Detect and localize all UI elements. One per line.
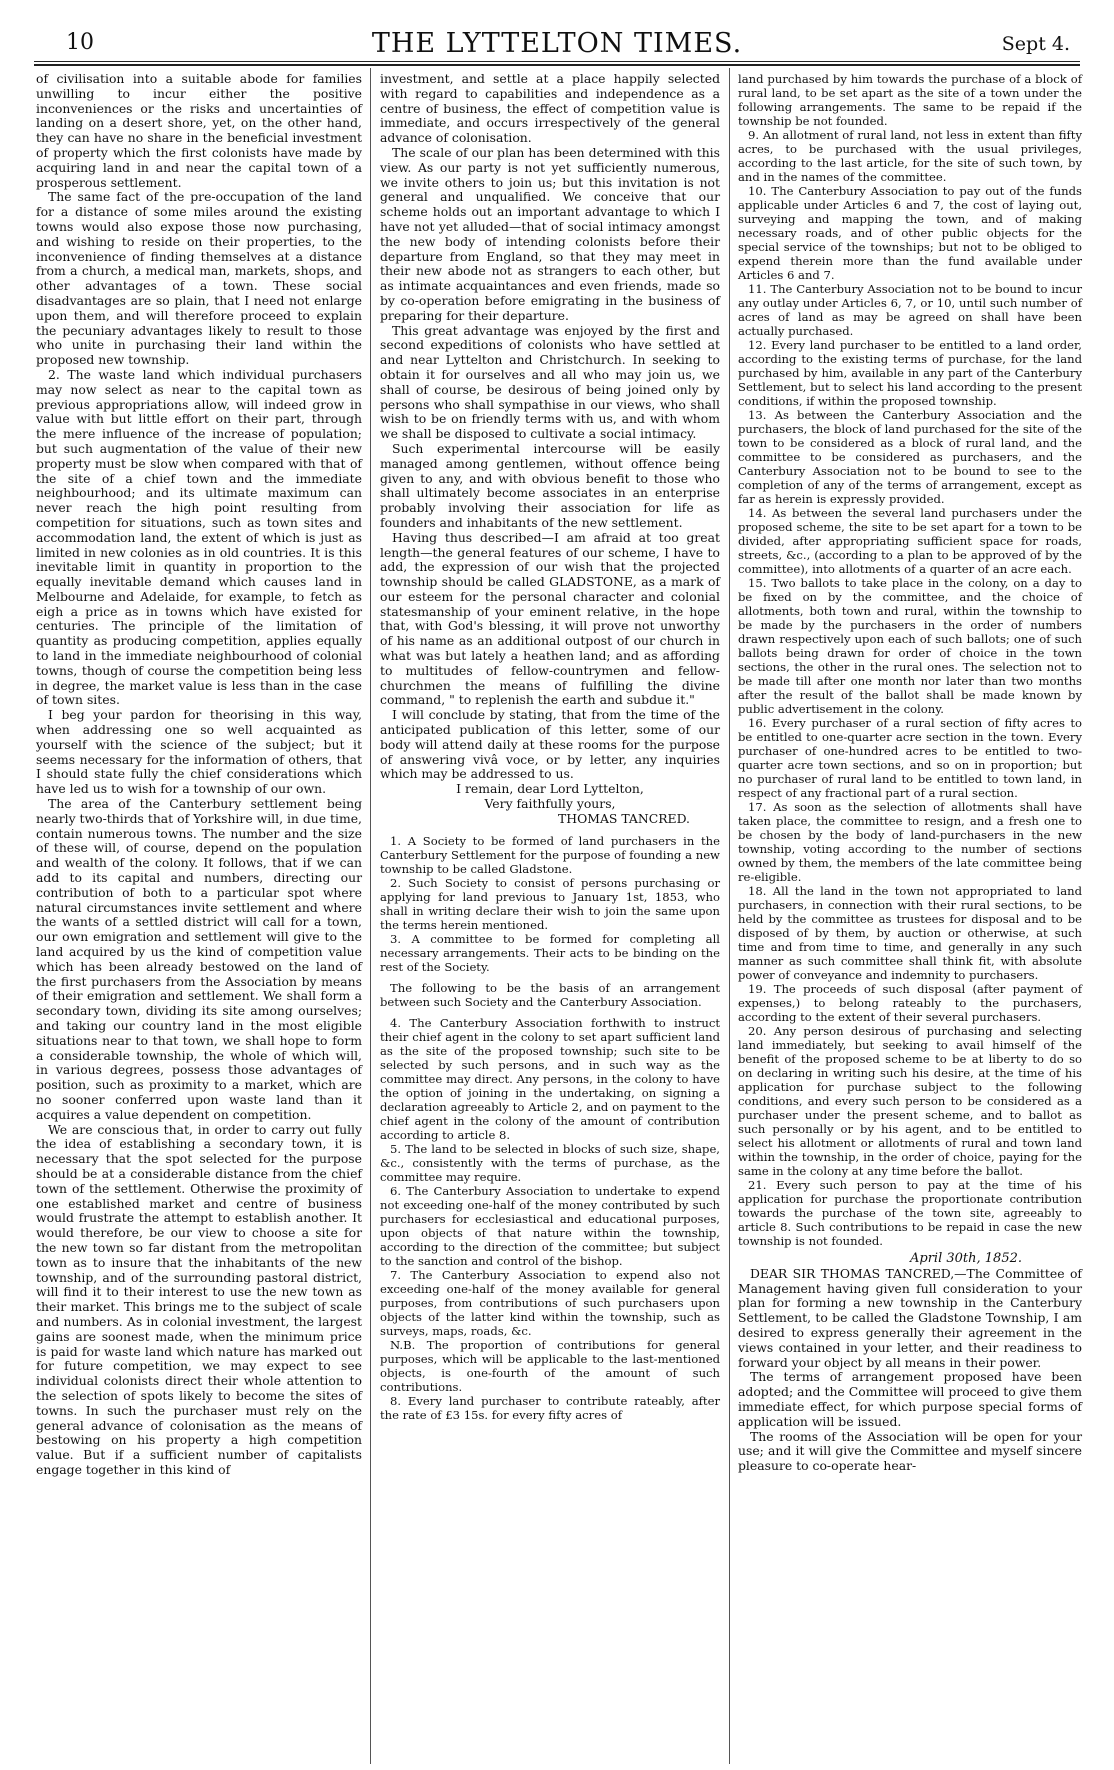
paragraph: The scale of our plan has been determined with this view. As our party is not yet sufficiently numerous, we invite others to join us; but this invitation is not general and unqualified. We conceive that our scheme holds out an important advantage to which I have not yet alluded—that of social intimacy amongst the new body of intending colonists before their departure from England, so that they may meet in their new abode not as strangers to each other, but as intimate acquaintances and even friends, made so by co-operation before emigrating in the business of preparing for their departure. xyxy=(380,144,720,323)
article: 16. Every purchaser of a rural section of fifty acres to be entitled to one-quarter acre section in the town. Every purchaser of one-hundred acres to be entitled to two-quarter acre town sections, and so on in proportion; but no purchaser of rural land to be entitled to town land, in respect of any fractional part of a rural section. xyxy=(738,716,1082,800)
article: 8. Every land purchaser to contribute rateably, after the rate of £3 15s. for every fifty acres of xyxy=(380,1393,720,1422)
paragraph: investment, and settle at a place happily selected with regard to capabilities and independence as a centre of business, the effect of competition value is immediate, and occurs irrespectively of the general advance of colonisation. xyxy=(380,71,720,146)
article: 7. The Canterbury Association to expend also not exceeding one-half of the money available for general purposes, from contributions of such purchasers upon objects of the latter kind within the township, such as surveys, maps, roads, &c. xyxy=(380,1267,720,1338)
reply-paragraph: The terms of arrangement proposed have been adopted; and the Committee will proceed to give them immediate effect, for which purpose special forms of application will be issued. xyxy=(738,1369,1082,1429)
paragraph: 2. The waste land which individual purchasers may now select as near to the capital town as previous appropriations allow, will indeed grow in value with but little effort on their part, through the mere influence of the increase of population; but such augmentation of the value of their new property must be slow when compared with that of the site of a chief town and the immediate neighbourhood; and its ultimate maximum can never reach the high point resulting from competition for situations, such as town sites and accommodation land, the extent of which is just as limited in new colonies as in old countries. It is this inevitable limit in quantity in proportion to the equally inevitable demand which causes land in Melbourne and Adelaide, for example, to fetch as eigh a price as in towns which have existed for centuries. The principle of the limitation of quantity as producing competition, applies equally to land in the immediate neighbourhood of colonial towns, though of course the competition being less in degree, the market value is less than in the case of town sites. xyxy=(36,366,362,708)
article: 11. The Canterbury Association not to be bound to incur any outlay under Articles 6, 7, or 10, until such number of acres of land as may be agreed on shall have been actually purchased. xyxy=(738,282,1082,338)
article: 15. Two ballots to take place in the colony, on a day to be fixed on by the committee, and the choice of allotments, both town and rural, within the township to be made by the purchasers in the order of numbers drawn respectively upon each of such ballots; one of such ballots being drawn for order of choice in the town sections, the other in the rural ones. The selection not to be made till after one month nor later than two months after the result of the ballot shall be made known by public advertisement in the colony. xyxy=(738,576,1082,716)
reply-paragraph: DEAR SIR THOMAS TANCRED,—The Committee of Management having given full consideration to your plan for forming a new township in the Canterbury Settlement, to be called the Gladstone Township, I am desired to express generally their agreement in the views contained in your letter, and their readiness to forward your object by all means in their power. xyxy=(738,1265,1082,1370)
letter-date: April 30th, 1852. xyxy=(910,1251,1022,1266)
masthead xyxy=(0,0,1114,58)
page-number: 10 xyxy=(66,30,94,55)
paragraph: I will conclude by stating, that from the time of the anticipated publication of this letter, some of our body will attend daily at these rooms for the purpose of answering vivâ voce, or by letter, any inquiries which may be addressed to us. xyxy=(380,707,720,782)
article: 2. Such Society to consist of persons purchasing or applying for land previous to January 1st, 1853, who shall in writing declare their wish to join the same upon the terms herein mentioned. xyxy=(380,875,720,932)
article: 19. The proceeds of such disposal (after payment of expenses,) to belong rateably to the purchasers, according to the extent of their several purchasers. xyxy=(738,982,1082,1024)
article: 1. A Society to be formed of land purchasers in the Canterbury Settlement for the purpose of founding a new township to be called Gladstone. xyxy=(380,833,720,876)
header-rule-thick xyxy=(34,64,1080,66)
paragraph: This great advantage was enjoyed by the first and second expeditions of colonists who have settled at and near Lyttelton and Christchurch. In seeking to obtain it for ourselves and all who may join us, we shall of course, be desirous of being joined only by persons who shall sympathise in our views, who shall wish to be on friendly terms with us, and with whom we shall be disposed to cultivate a social intimacy. xyxy=(380,322,720,442)
paragraph: I beg your pardon for theorising in this way, when addressing one so well acquainted as yourself with the science of the subject; but it seems necessary for the information of others, that I should state fully the chief considerations which have led us to wish for a township of our own. xyxy=(36,707,362,797)
paragraph: The same fact of the pre-occupation of the land for a distance of some miles around the existing towns would also expose those now purchasing, and wishing to reside on their properties, to the inconvenience of finding themselves at a distance from a church, a medical man, markets, shops, and other advantages of a town. These social disadvantages are so plain, that I need not enlarge upon them, and will therefore proceed to explain the pecuniary advantages likely to result to those who unite in purchasing their land within the proposed new township. xyxy=(36,189,362,368)
reply-paragraph: The rooms of the Association will be open for your use; and it will give the Committee and myself sincere pleasure to co-operate hear- xyxy=(738,1428,1082,1474)
newspaper-title: THE LYTTELTON TIMES. xyxy=(371,28,743,59)
article: 5. The land to be selected in blocks of such size, shape, &c., consistently with the terms of purchase, as the committee may require. xyxy=(380,1141,720,1184)
article: 4. The Canterbury Association forthwith to instruct their chief agent in the colony to set apart sufficient land as the site of the proposed township; such site to be selected by such persons, and in such way as the committee may direct. Any persons, in the colony to have the option of joining in the undertaking, on signing a declaration agreeably to Article 2, and on payment to the chief agent in the colony of the amount of contribution according to article 8. xyxy=(380,1015,720,1142)
article: 6. The Canterbury Association to undertake to expend not exceeding one-half of the money contributed by such purchasers for ecclesiastical and educational purposes, upon objects of that nature within the township, according to the direction of the committee; but subject to the sanction and control of the bishop. xyxy=(380,1183,720,1268)
column-divider xyxy=(370,68,371,1764)
paragraph: of civilisation into a suitable abode for families unwilling to incur either the positive inconveniences or the risks and uncertainties of landing on a desert shore, yet, on the other hand, they can have no share in the beneficial investment of property which the first colonists have made by acquiring land in and near the capital town of a prosperous settlement. xyxy=(36,71,362,190)
paragraph: The area of the Canterbury settlement being nearly two-thirds that of Yorkshire will, in due time, contain numerous towns. The number and the size of these will, of course, depend on the population and wealth of the colony. It follows, that if we can add to its capital and numbers, directing our contribution of both to a particular spot where natural circumstances invite settlement and where the wants of a settled district will call for a town, our own emigration and settlement will give to the land acquired by us the kind of competition value which has been already bestowed on the land of the first purchasers from the Association by means of their emigration and settlement. We shall form a secondary town, dividing its site among ourselves; and taking our country land in the most eligible situations near to that town, we shall hope to form a considerable township, the whole of which will, in various degrees, possess those advantages of position, such as proximity to a market, which are no sooner conferred upon waste land than it acquires a value dependent on competition. xyxy=(36,796,362,1122)
column-1 xyxy=(36,72,362,1478)
article: 18. All the land in the town not appropriated to land purchasers, in connection with their rural sections, to be held by the committee as trustees for disposal and to be disposed of by them, by auction or otherwise, at such time and from time to time, and generally in any such manner as such committee shall think fit, with absolute power of conveyance and indemnity to purchasers. xyxy=(738,884,1082,982)
letter-closing xyxy=(380,782,720,826)
closing-line: Very faithfully yours, xyxy=(484,796,616,812)
paragraph: Having thus described—I am afraid at too great length—the general features of our scheme, I have to add, the expression of our wish that the projected township should be called GLADSTONE, as a mark of our esteem for the personal character and colonial statesmanship of your eminent relative, in the hope that, with God's blessing, it will prove not unworthy of his name as an additional outpost of our church in what was but lately a heathen land; and as affording to multitudes of fellow-countrymen and fellow-churchmen the means of fulfilling the divine command, " to replenish the earth and subdue it." xyxy=(380,529,720,708)
issue-date: Sept 4. xyxy=(1001,33,1070,55)
column-3 xyxy=(738,72,1082,1474)
article: 3. A committee to be formed for completing all necessary arrangements. Their acts to be binding on the rest of the Society. xyxy=(380,931,720,974)
article: 17. As soon as the selection of allotments shall have taken place, the committee to resign, and a fresh one to be chosen by the body of land-purchasers in the new township, voting according to the number of sections owned by them, the members of the late committee being re-eligible. xyxy=(738,800,1082,884)
nb-note: N.B. The proportion of contributions for general purposes, which will be applicable to the last-mentioned objects, is one-fourth of the amount of such contributions. xyxy=(380,1337,720,1394)
signature: THOMAS TANCRED. xyxy=(558,810,690,826)
articles-list xyxy=(738,72,1082,1248)
article: 13. As between the Canterbury Association and the purchasers, the block of land purchased for the site of the town to be considered as a block of rural land, and the committee to be considered as purchasers, and the Canterbury Association not to be bound to see to the completion of any of the terms of arrangement, except as far as herein is expressly provided. xyxy=(738,408,1082,506)
article: 21. Every such person to pay at the time of his application for purchase the proportionate contribution towards the purchase of the town site, agreeably to article 8. Such contributions to be repaid in case the new township is not founded. xyxy=(738,1178,1082,1248)
article: 20. Any person desirous of purchasing and selecting land immediately, but seeking to avail himself of the benefit of the proposed scheme to be at liberty to do so on declaring in writing such his desire, at the time of his application for purchase subject to the following conditions, and every such person to be considered as a purchaser under the present scheme, and to ballot as such personally or by his agent, and to be entitled to select his allotment or allotments of rural and town land within the township, in the order of choice, paying for the same in the colony at any time before the ballot. xyxy=(738,1024,1082,1178)
article: 9. An allotment of rural land, not less in extent than fifty acres, to be purchased with the usual privileges, according to the last article, for the site of such town, by and in the names of the committee. xyxy=(738,128,1082,184)
articles-list xyxy=(380,834,720,1422)
article: 10. The Canterbury Association to pay out of the funds applicable under Articles 6 and 7, the cost of laying out, surveying and mapping the town, and of making necessary roads, and of other public objects for the special service of the townships; but not to be obliged to expend therein more than the fund available under Articles 6 and 7. xyxy=(738,184,1082,282)
article: 14. As between the several land purchasers under the proposed scheme, the site to be set apart for a town to be divided, after appropriating sufficient space for roads, streets, &c., (according to a plan to be approved of by the committee), into allotments of a quarter of an acre each. xyxy=(738,506,1082,576)
article: land purchased by him towards the purchase of a block of rural land, to be set apart as the site of a town under the following arrangements. The same to be repaid if the township be not founded. xyxy=(738,72,1082,128)
basis-note: The following to be the basis of an arrangement between such Society and the Canterbury Association. xyxy=(380,980,720,1009)
column-divider xyxy=(729,68,730,1764)
column-2 xyxy=(380,72,720,1422)
closing-line: I remain, dear Lord Lyttelton, xyxy=(456,781,644,797)
article: 12. Every land purchaser to be entitled to a land order, according to the existing terms of purchase, for the land purchased by him, available in any part of the Canterbury Settlement, but to select his land according to the present conditions, if within the proposed township. xyxy=(738,338,1082,408)
header-rule xyxy=(34,61,1080,62)
paragraph: We are conscious that, in order to carry out fully the idea of establishing a secondary town, it is necessary that the spot selected for the purpose should be at a considerable distance from the chief town of the settlement. Otherwise the proximity of one established market and centre of business would frustrate the attempt to establish another. It would therefore, be our view to choose a site for the new town so far distant from the metropolitan town as to insure that the inhabitants of the new township, and of the surrounding pastoral district, will find it to their interest to use the new town as their market. This brings me to the subject of scale and numbers. As in colonial investment, the largest gains are soonest made, when the minimum price is paid for waste land which nature has marked out for future competition, we may expect to see individual colonists direct their whole attention to the selection of spots likely to become the sites of towns. In such the purchaser must rely on the general advance of colonisation as the means of bestowing on his property a high competition value. But if a sufficient number of capitalists engage together in this kind of xyxy=(36,1121,362,1477)
paragraph: Such experimental intercourse will be easily managed among gentlemen, without offence being given to any, and with obvious benefit to those who shall ultimately become associates in an enterprise probably involving their association for life as founders and inhabitants of the new settlement. xyxy=(380,440,720,530)
